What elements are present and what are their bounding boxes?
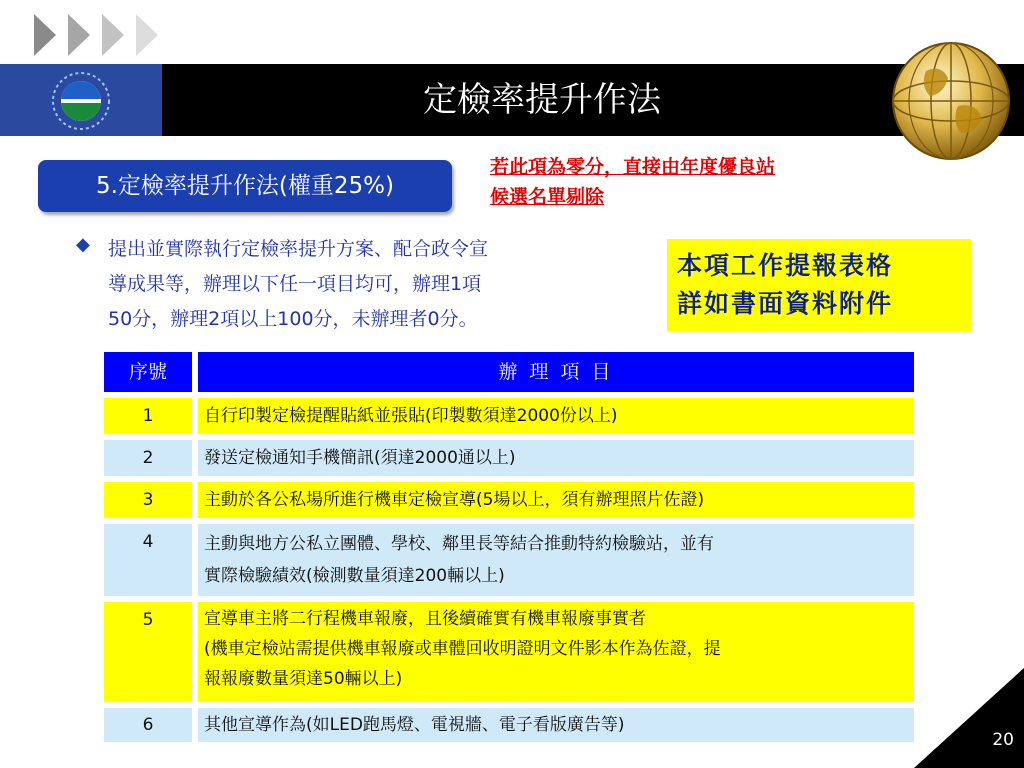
row-item-line: 實際檢驗績效(檢測數量須達200輛以上) — [204, 566, 505, 586]
row-item-line: 發送定檢通知手機簡訊(須達2000通以上) — [204, 448, 516, 468]
row-number: 5 — [104, 602, 192, 702]
callout-line-2: 詳如書面資料附件 — [677, 289, 894, 318]
chevrons-icon — [34, 14, 164, 56]
row-item — [198, 708, 914, 742]
row-number: 6 — [104, 708, 192, 742]
callout-line-1: 本項工作提報表格 — [677, 251, 894, 280]
description-line-1: 提出並實際執行定檢率提升方案、配合政令宣 — [108, 238, 489, 260]
row-number: 3 — [104, 482, 192, 518]
row-item — [198, 482, 914, 518]
description-line-3: 50分，辦理2項以上100分，未辦理者0分。 — [108, 308, 478, 330]
row-item — [198, 602, 914, 702]
description-text — [108, 232, 648, 337]
header-item: 辦 理 項 目 — [198, 352, 914, 392]
row-number: 4 — [104, 524, 192, 596]
header-number: 序號 — [104, 352, 192, 392]
row-item — [198, 524, 914, 596]
logo-panel — [0, 64, 162, 136]
zero-score-note — [490, 152, 930, 212]
diamond-bullet-icon: ◆ — [76, 234, 90, 255]
table-row — [104, 440, 914, 476]
table-row — [104, 398, 914, 434]
row-item-line: 主動與地方公私立團體、學校、鄰里長等結合推動特約檢驗站，並有 — [204, 534, 714, 554]
page-title: 定檢率提升作法 — [423, 80, 661, 120]
attachment-callout — [667, 239, 971, 331]
page-number: 20 — [992, 730, 1014, 750]
row-item-line: 其他宣導作為(如LED跑馬燈、電視牆、電子看版廣告等) — [204, 715, 625, 735]
table-row — [104, 524, 914, 596]
row-number: 1 — [104, 398, 192, 434]
table-header-row — [104, 352, 914, 392]
row-item-line: 宣導車主將二行程機車報廢，且後續確實有機車報廢事實者 — [204, 609, 646, 629]
row-item-line: 報報廢數量須達50輛以上) — [204, 669, 403, 689]
row-item — [198, 398, 914, 434]
table-row — [104, 482, 914, 518]
row-item-line: (機車定檢站需提供機車報廢或車體回收明證明文件影本作為佐證，提 — [204, 639, 721, 659]
items-table — [104, 352, 914, 748]
row-item-line: 主動於各公私場所進行機車定檢宣導(5場以上，須有辦理照片佐證) — [204, 490, 705, 510]
note-line-1: 若此項為零分，直接由年度優良站 — [490, 156, 776, 178]
table-row — [104, 708, 914, 742]
corner-triangle — [914, 668, 1024, 768]
row-number: 2 — [104, 440, 192, 476]
globe-icon — [886, 36, 1016, 166]
row-item — [198, 440, 914, 476]
note-line-2: 候選名單剔除 — [490, 186, 605, 208]
section-heading: 5.定檢率提升作法(權重25%) — [38, 160, 452, 212]
description-line-2: 導成果等，辦理以下任一項目均可，辦理1項 — [108, 273, 482, 295]
row-item-line: 自行印製定檢提醒貼紙並張貼(印製數須達2000份以上) — [204, 406, 618, 426]
table-row — [104, 602, 914, 702]
logo-icon — [50, 70, 112, 132]
